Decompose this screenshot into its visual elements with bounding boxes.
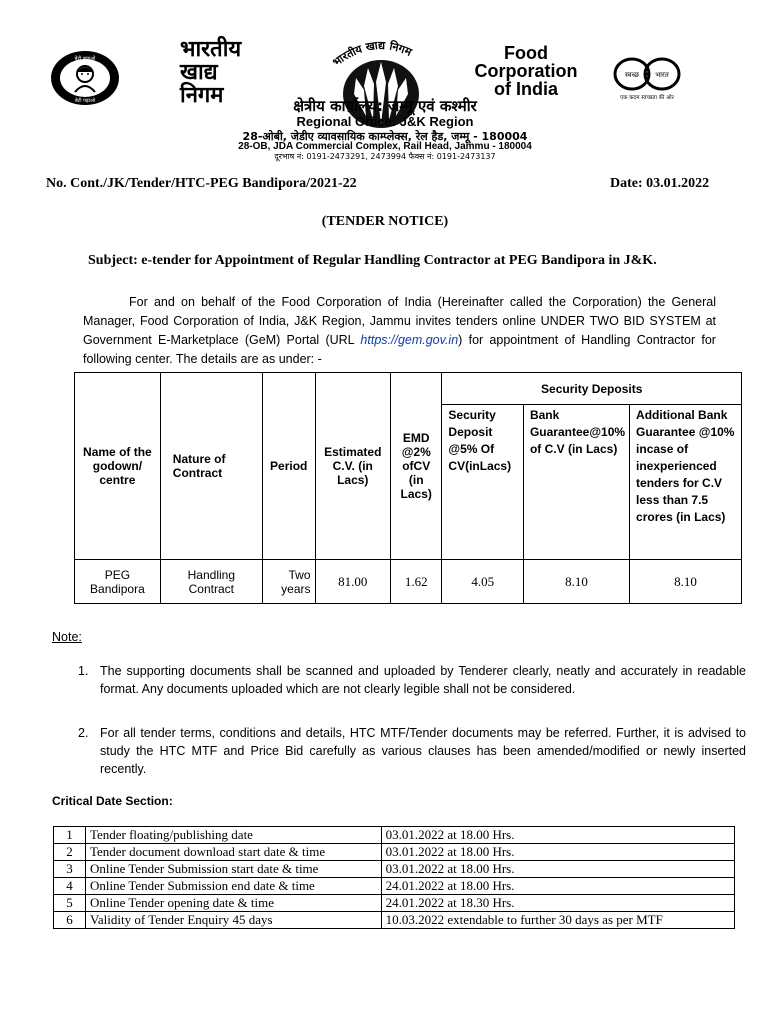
swachh-text: स्वच्छ (624, 71, 640, 79)
cell-godown: PEG Bandipora (75, 560, 161, 604)
english-name-line-2: Corporation (474, 61, 578, 81)
table-row (54, 861, 735, 878)
header-godown: Name of the godown/ centre (75, 373, 161, 560)
english-name-line-3: of India (494, 79, 558, 99)
cell-number: 5 (54, 895, 86, 912)
cell-event: Online Tender Submission start date & time (85, 861, 381, 878)
table-row (75, 560, 742, 604)
logo-text-top: बेटी बचाओ (74, 56, 96, 62)
intro-part-1: For and on behalf of the Food Corporation of India (Hereinafter called the Corporation) the General Manager, Food Corporation of India, J&K Region, Jammu invites tenders online UNDER TWO BID SYSTEM at Government E-Marketplace (GeM) Portal (URL (83, 295, 716, 347)
emblem-arc-text: भारतीय खाद्य निगम (330, 38, 414, 70)
cell-value: 10.03.2022 extendable to further 30 days as per MTF (381, 912, 734, 929)
header-nature: Nature of Contract (160, 373, 262, 560)
note-label: Note: (52, 630, 82, 644)
cell-nature: Handling Contract (160, 560, 262, 604)
table-row (54, 912, 735, 929)
cell-event: Tender floating/publishing date (85, 827, 381, 844)
header-emd: EMD @2% ofCV (in Lacs) (391, 373, 442, 560)
reference-number: No. Cont./JK/Tender/HTC-PEG Bandipora/2021-22 (46, 176, 357, 191)
cell-event: Online Tender Submission end date & time (85, 878, 381, 895)
cell-number: 3 (54, 861, 86, 878)
cell-security-deposit: 4.05 (442, 560, 524, 604)
list-item (74, 662, 746, 698)
cell-emd: 1.62 (391, 560, 442, 604)
cell-value: 24.01.2022 at 18.00 Hrs. (381, 878, 734, 895)
gem-portal-link[interactable]: https://gem.gov.in (360, 333, 459, 347)
header-estimated-cv: Estimated C.V. (in Lacs) (315, 373, 391, 560)
header-security-deposit: Security Deposit @5% Of CV(inLacs) (442, 405, 524, 560)
subject-line: Subject: e-tender for Appointment of Regular Handling Contractor at PEG Bandipora in J&K. (88, 253, 657, 268)
header-period: Period (262, 373, 315, 560)
notice-title: (TENDER NOTICE) (321, 214, 449, 229)
note-text: The supporting documents shall be scanned and uploaded by Tenderer clearly, neatly and accurately in readable format. Any documents uploaded which are not clearly legible shall not be considered. (100, 664, 746, 696)
cell-number: 1 (54, 827, 86, 844)
intro-part-2: ) for appointment of Handling Contractor for following center. The details are as under: - (83, 333, 716, 366)
letterhead (0, 0, 770, 165)
note-number: 1. (78, 664, 89, 678)
cell-event: Tender document download start date & time (85, 844, 381, 861)
tender-details-table (74, 372, 742, 604)
header-security-deposits: Security Deposits (442, 373, 742, 405)
hindi-name-line-2: खाद्य (180, 60, 218, 85)
office-hindi: क्षेत्रीय कार्यालय: जम्मू एवं कश्मीर (293, 97, 477, 115)
cell-additional-bank-guarantee: 8.10 (630, 560, 742, 604)
swachh-caption: एक कदम स्वच्छता की ओर (620, 95, 674, 101)
table-row (54, 895, 735, 912)
critical-dates-table (53, 826, 735, 929)
header-bank-guarantee: Bank Guarantee@10% of C.V (in Lacs) (523, 405, 629, 560)
cell-value: 03.01.2022 at 18.00 Hrs. (381, 827, 734, 844)
table-row (54, 844, 735, 861)
header-additional-bank-guarantee: Additional Bank Guarantee @10% incase of inexperienced tenders for C.V less than 7.5 crores (in Lacs) (630, 405, 742, 560)
table-row (54, 878, 735, 895)
notes-list (74, 662, 746, 778)
address-english: 28-OB, JDA Commercial Complex, Rail Head, Jammu - 180004 (238, 141, 532, 152)
cell-value: 24.01.2022 at 18.30 Hrs. (381, 895, 734, 912)
logo-text-bottom: बेटी पढ़ाओ (74, 98, 96, 104)
hindi-name-line-3: निगम (180, 83, 224, 108)
table-row (54, 827, 735, 844)
address-hindi: 28-ओबी, जेडीए व्यावसायिक काम्प्लेक्स, रेल हैड, जम्मू - 180004 (242, 130, 528, 143)
cell-period: Two years (262, 560, 315, 604)
note-text: For all tender terms, conditions and details, HTC MTF/Tender documents may be referred. Further, it is advised to study the HTC MTF and Price Bid carefully as various clauses has been amended/modified or newly inserted recently. (100, 726, 746, 776)
bharat-text: भारत (655, 71, 669, 79)
office-english: Regional Office: J&K Region (296, 114, 474, 129)
cell-bank-guarantee: 8.10 (523, 560, 629, 604)
cell-value: 03.01.2022 at 18.00 Hrs. (381, 861, 734, 878)
cell-event: Validity of Tender Enquiry 45 days (85, 912, 381, 929)
cell-number: 2 (54, 844, 86, 861)
hindi-name-line-1: भारतीय (180, 37, 242, 62)
swachh-bharat-logo (606, 54, 688, 102)
list-item (74, 724, 746, 778)
cell-number: 4 (54, 878, 86, 895)
cell-value: 03.01.2022 at 18.00 Hrs. (381, 844, 734, 861)
note-number: 2. (78, 726, 89, 740)
critical-date-title: Critical Date Section: (52, 794, 173, 808)
intro-paragraph (83, 293, 716, 369)
phone-line: दूरभाष नं: 0191-2473291, 2473994 फैक्स नं: 0191-2473137 (274, 152, 496, 161)
cell-estimated-cv: 81.00 (315, 560, 391, 604)
english-name-line-1: Food (504, 43, 548, 63)
cell-event: Online Tender opening date & time (85, 895, 381, 912)
cell-number: 6 (54, 912, 86, 929)
fci-english-name (446, 44, 606, 98)
notice-date: Date: 03.01.2022 (610, 176, 710, 191)
